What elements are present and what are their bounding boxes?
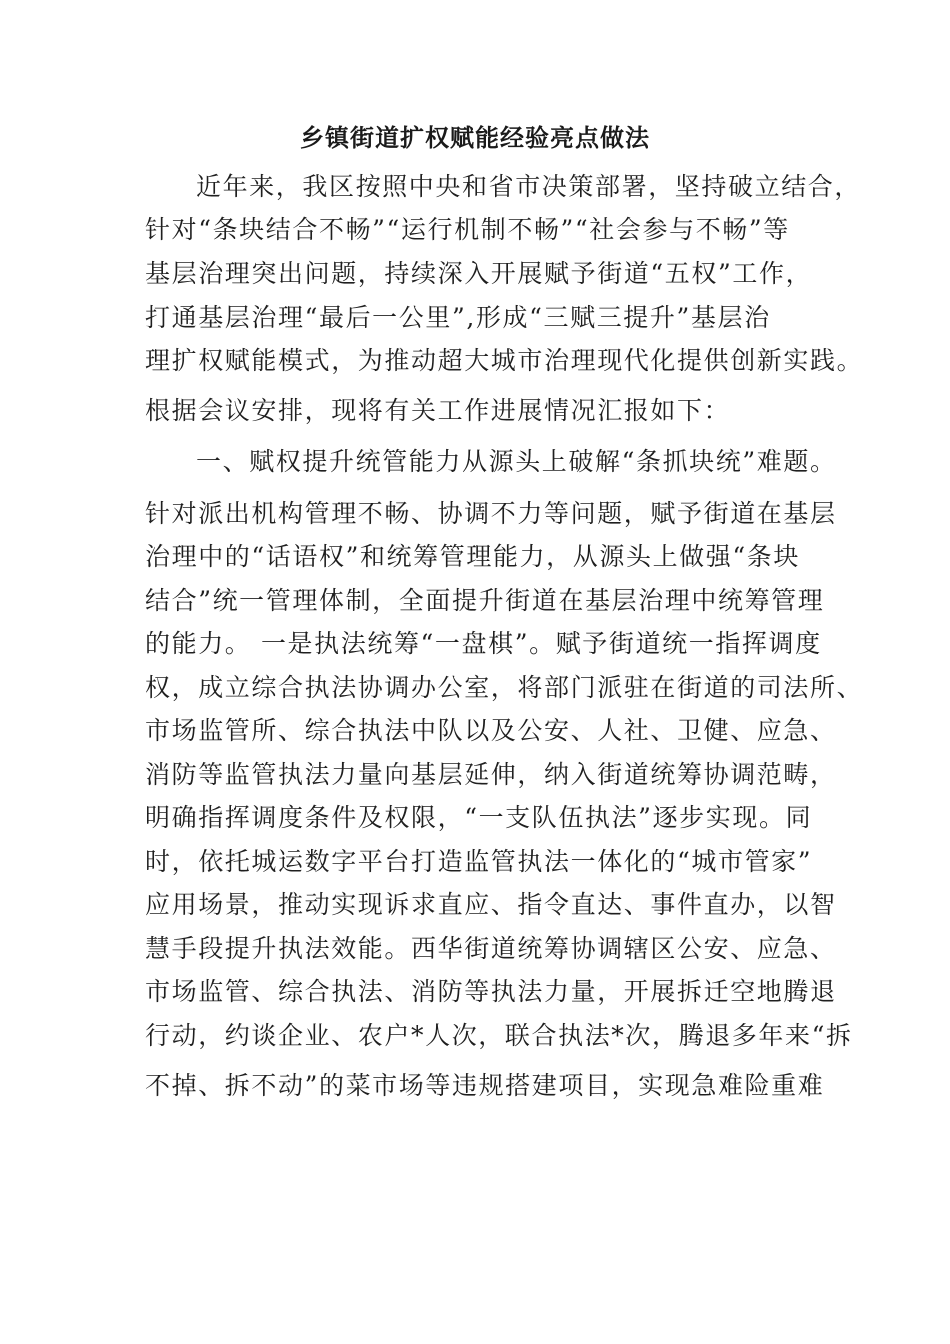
paragraph-line: 针对派出机构管理不畅、协调不力等问题，赋予街道在基层 [145, 499, 837, 528]
paragraph-line: 时，依托城运数字平台打造监管执法一体化的“城市管家” [145, 847, 813, 876]
paragraph-line: 根据会议安排，现将有关工作进展情况汇报如下： [145, 396, 731, 425]
paragraph-line: 针对“条块结合不畅”“运行机制不畅”“社会参与不畅”等 [145, 215, 790, 244]
paragraph-line: 市场监管、综合执法、消防等执法力量，开展拆迁空地腾退 [145, 977, 837, 1006]
paragraph-line: 不掉、拆不动”的菜市场等违规搭建项目，实现急难险重难 [145, 1071, 825, 1100]
paragraph-line: 近年来，我区按照中央和省市决策部署，坚持破立结合， [196, 172, 862, 201]
paragraph-line: 消防等监管执法力量向基层延伸，纳入街道统筹协调范畴， [145, 760, 837, 789]
paragraph-line: 权，成立综合执法协调办公室，将部门派驻在街道的司法所、 [145, 673, 864, 702]
paragraph-line: 的能力。 一是执法统筹“一盘棋”。赋予街道统一指挥调度 [145, 629, 822, 658]
paragraph-line: 理扩权赋能模式，为推动超大城市治理现代化提供创新实践。 [145, 346, 864, 375]
paragraph-line: 慧手段提升执法效能。西华街道统筹协调辖区公安、应急、 [145, 934, 837, 963]
paragraph-line: 结合”统一管理体制，全面提升街道在基层治理中统筹管理 [145, 586, 825, 615]
paragraph-line: 基层治理突出问题，持续深入开展赋予街道“五权”工作， [145, 259, 813, 288]
paragraph-line: 治理中的“话语权”和统筹管理能力，从源头上做强“条块 [145, 542, 800, 571]
section-heading: 一、赋权提升统管能力从源头上破解“条抓块统”难题。 [196, 447, 837, 476]
paragraph-line: 明确指挥调度条件及权限，“一支队伍执法”逐步实现。同 [145, 803, 813, 832]
paragraph-line: 市场监管所、综合执法中队以及公安、人社、卫健、应急、 [145, 716, 837, 745]
paragraph-line: 行动，约谈企业、农户*人次，联合执法*次，腾退多年来“拆 [145, 1021, 853, 1050]
paragraph-line: 打通基层治理“最后一公里”,形成“三赋三提升”基层治 [145, 303, 771, 332]
paragraph-line: 应用场景，推动实现诉求直应、指令直达、事件直办，以智 [145, 890, 837, 919]
document-title: 乡镇街道扩权赋能经验亮点做法 [300, 123, 650, 152]
